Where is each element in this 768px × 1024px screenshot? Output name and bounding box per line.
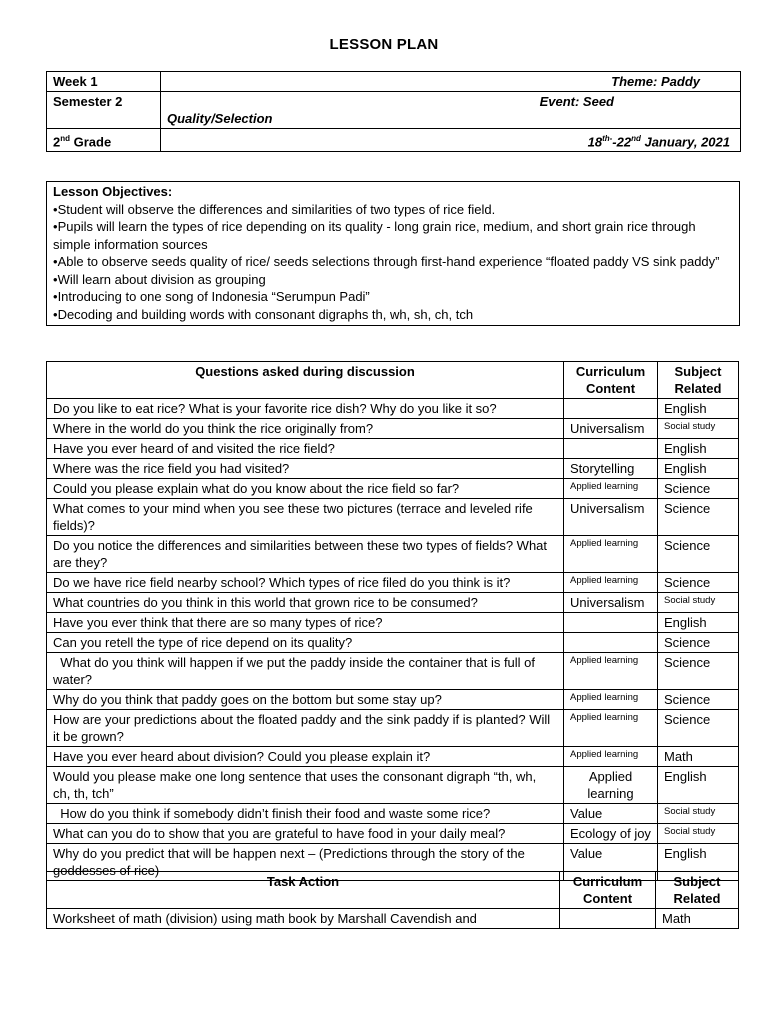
grade-sup: nd bbox=[60, 134, 71, 143]
question-text: What do you think will happen if we put the paddy inside the container that is full of water? bbox=[47, 653, 564, 690]
theme-text: Theme: Paddy bbox=[611, 74, 700, 89]
subject-related: Science bbox=[658, 653, 739, 690]
subject-related: Social study bbox=[658, 593, 739, 613]
subject-related: English bbox=[658, 439, 739, 459]
date-day-end-sup: nd bbox=[631, 134, 641, 143]
question-text: Would you please make one long sentence that uses the consonant digraph “th, wh, ch, th, tch” bbox=[47, 767, 564, 804]
subject-header: Subject Related bbox=[658, 362, 739, 399]
theme-cell bbox=[161, 72, 741, 92]
question-row bbox=[47, 653, 739, 690]
question-row bbox=[47, 536, 739, 573]
task-curriculum-header: Curriculum Content bbox=[560, 872, 656, 909]
question-text: Have you ever think that there are so many types of rice? bbox=[47, 613, 564, 633]
header-table bbox=[46, 71, 741, 152]
question-row bbox=[47, 824, 739, 844]
curriculum-content bbox=[564, 633, 658, 653]
task-row bbox=[47, 909, 739, 929]
question-row bbox=[47, 439, 739, 459]
date-day-start: 18 bbox=[587, 134, 603, 150]
curriculum-content: Applied learning bbox=[564, 690, 658, 710]
question-text: Can you retell the type of rice depend on its quality? bbox=[47, 633, 564, 653]
subject-related: Social study bbox=[658, 824, 739, 844]
task-text: Worksheet of math (division) using math book by Marshall Cavendish and bbox=[47, 909, 560, 929]
question-text: Why do you predict that will be happen next – (Predictions through the story of the goddesses of rice) bbox=[47, 844, 564, 881]
question-text: Could you please explain what do you know about the rice field so far? bbox=[47, 479, 564, 499]
curriculum-content: Universalism bbox=[564, 499, 658, 536]
task-curriculum bbox=[560, 909, 656, 929]
objective-item: • Pupils will learn the types of rice depending on its quality - long grain rice, medium, and short grain rice through simple information sources bbox=[53, 218, 733, 253]
curriculum-content: Value bbox=[564, 844, 658, 881]
question-text: Where was the rice field you had visited? bbox=[47, 459, 564, 479]
date-cell bbox=[161, 129, 741, 152]
subject-related: Science bbox=[658, 499, 739, 536]
question-row bbox=[47, 804, 739, 824]
grade-word: Grade bbox=[70, 134, 112, 150]
subject-related: Science bbox=[658, 690, 739, 710]
curriculum-content: Applied learning bbox=[564, 747, 658, 767]
subject-related: English bbox=[658, 613, 739, 633]
quality-text: Quality/Selection bbox=[167, 111, 273, 126]
task-subject: Math bbox=[656, 909, 739, 929]
question-text: How are your predictions about the floated paddy and the sink paddy if is planted? Will it be grown? bbox=[47, 710, 564, 747]
curriculum-content: Universalism bbox=[564, 419, 658, 439]
curriculum-content: Applied learning bbox=[564, 653, 658, 690]
grade-cell bbox=[47, 129, 161, 152]
question-row bbox=[47, 633, 739, 653]
question-row bbox=[47, 499, 739, 536]
question-row bbox=[47, 593, 739, 613]
question-text: Do you like to eat rice? What is your favorite rice dish? Why do you like it so? bbox=[47, 399, 564, 419]
question-row bbox=[47, 573, 739, 593]
curriculum-content: Applied learning bbox=[564, 479, 658, 499]
event-cell bbox=[161, 92, 741, 129]
question-text: Do you notice the differences and similarities between these two types of fields? What are they? bbox=[47, 536, 564, 573]
questions-body bbox=[47, 399, 739, 881]
task-table bbox=[46, 871, 739, 929]
curriculum-content bbox=[564, 439, 658, 459]
question-text: Where in the world do you think the rice originally from? bbox=[47, 419, 564, 439]
question-row bbox=[47, 459, 739, 479]
subject-related: Math bbox=[658, 747, 739, 767]
question-text: Have you ever heard of and visited the rice field? bbox=[47, 439, 564, 459]
question-row bbox=[47, 399, 739, 419]
subject-related: Science bbox=[658, 536, 739, 573]
subject-related: Science bbox=[658, 633, 739, 653]
question-text: Do we have rice field nearby school? Which types of rice filed do you think is it? bbox=[47, 573, 564, 593]
question-row bbox=[47, 479, 739, 499]
curriculum-content bbox=[564, 399, 658, 419]
question-text: What countries do you think in this world that grown rice to be consumed? bbox=[47, 593, 564, 613]
page-title: LESSON PLAN bbox=[329, 36, 439, 53]
subject-related: Science bbox=[658, 573, 739, 593]
curriculum-content: Applied learning bbox=[564, 573, 658, 593]
subject-related: English bbox=[658, 459, 739, 479]
curriculum-content: Ecology of joy bbox=[564, 824, 658, 844]
objective-item: • Decoding and building words with consonant digraphs th, wh, sh, ch, tch bbox=[53, 306, 733, 324]
objective-item: • Will learn about division as grouping bbox=[53, 271, 733, 289]
curriculum-content: Storytelling bbox=[564, 459, 658, 479]
task-subject-header: Subject Related bbox=[656, 872, 739, 909]
week-cell: Week 1 bbox=[47, 72, 161, 92]
semester-cell: Semester 2 bbox=[47, 92, 161, 129]
date-day-end: -22 bbox=[612, 134, 632, 150]
subject-related: English bbox=[658, 844, 739, 881]
date-day-start-sup: th- bbox=[602, 134, 613, 143]
task-header: Task Action bbox=[47, 872, 560, 909]
subject-related: English bbox=[658, 399, 739, 419]
question-row bbox=[47, 747, 739, 767]
question-row bbox=[47, 419, 739, 439]
task-body bbox=[47, 909, 739, 929]
curriculum-content bbox=[564, 613, 658, 633]
curriculum-content: Applied learning bbox=[564, 767, 658, 804]
curriculum-content: Value bbox=[564, 804, 658, 824]
date-month-year: January, 2021 bbox=[640, 134, 730, 150]
grade-number: 2 bbox=[53, 134, 61, 150]
question-text: How do you think if somebody didn’t finish their food and waste some rice? bbox=[47, 804, 564, 824]
subject-related: Science bbox=[658, 479, 739, 499]
curriculum-header: Curriculum Content bbox=[564, 362, 658, 399]
question-row bbox=[47, 767, 739, 804]
questions-header: Questions asked during discussion bbox=[47, 362, 564, 399]
subject-related: English bbox=[658, 767, 739, 804]
question-text: What can you do to show that you are grateful to have food in your daily meal? bbox=[47, 824, 564, 844]
lesson-objectives bbox=[46, 181, 740, 326]
subject-related: Social study bbox=[658, 419, 739, 439]
question-row bbox=[47, 613, 739, 633]
question-text: Have you ever heard about division? Could you please explain it? bbox=[47, 747, 564, 767]
subject-related: Science bbox=[658, 710, 739, 747]
question-row bbox=[47, 710, 739, 747]
objectives-heading: Lesson Objectives: bbox=[53, 184, 173, 199]
objective-item: • Introducing to one song of Indonesia “Serumpun Padi” bbox=[53, 288, 733, 306]
objective-item: • Student will observe the differences and similarities of two types of rice field. bbox=[53, 201, 733, 219]
question-text: Why do you think that paddy goes on the bottom but some stay up? bbox=[47, 690, 564, 710]
objective-item: • Able to observe seeds quality of rice/ seeds selections through first-hand experience “floated paddy VS sink paddy” bbox=[53, 253, 733, 271]
questions-table bbox=[46, 361, 739, 881]
event-text: Event: Seed bbox=[539, 94, 614, 109]
curriculum-content: Applied learning bbox=[564, 536, 658, 573]
subject-related: Social study bbox=[658, 804, 739, 824]
curriculum-content: Universalism bbox=[564, 593, 658, 613]
curriculum-content: Applied learning bbox=[564, 710, 658, 747]
question-text: What comes to your mind when you see these two pictures (terrace and leveled rife fields)? bbox=[47, 499, 564, 536]
question-row bbox=[47, 690, 739, 710]
